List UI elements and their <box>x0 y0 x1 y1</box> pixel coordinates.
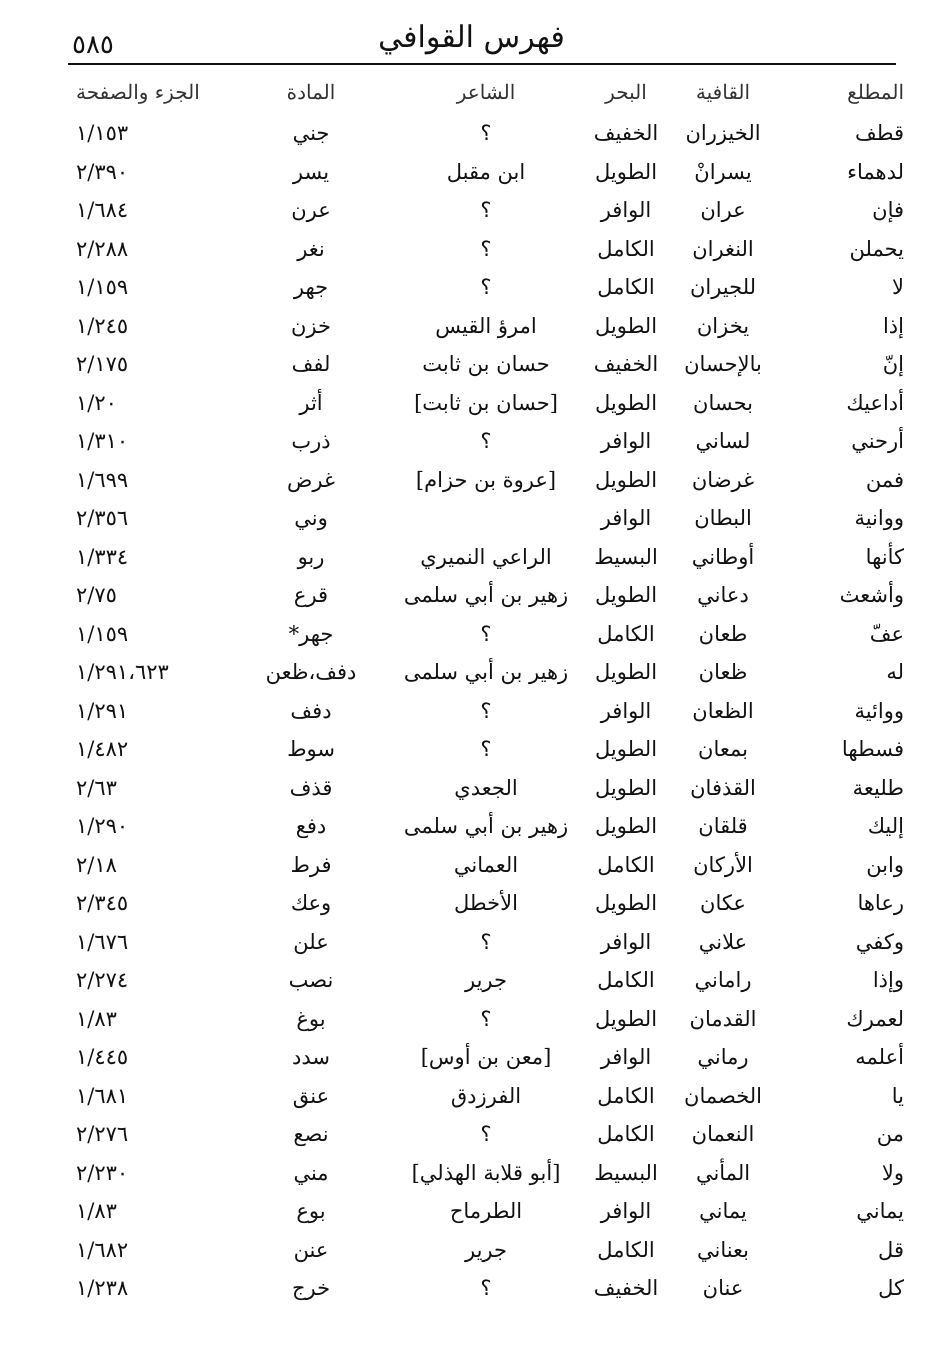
table-row <box>68 230 906 269</box>
table-row <box>68 499 906 538</box>
cell-root: سوط <box>287 737 335 762</box>
table-row <box>68 268 906 307</box>
cell-rhyme: رماني <box>697 1045 749 1070</box>
cell-ref: ٢/٣٥٦ <box>76 506 129 531</box>
cell-root: بوغ <box>296 1006 326 1031</box>
cell-opening: ولا <box>881 1160 904 1185</box>
cell-meter: الطويل <box>594 583 658 608</box>
cell-rhyme: قلقان <box>698 814 748 839</box>
cell-ref: ١/٢٠ <box>76 390 117 415</box>
cell-poet: ؟ <box>480 737 492 762</box>
cell-ref: ١/١٥٩ <box>76 621 129 646</box>
table-row <box>68 769 906 808</box>
table-row <box>68 961 906 1000</box>
cell-ref: ١/٦٨١ <box>76 1083 129 1108</box>
cell-opening: من <box>876 1122 904 1147</box>
cell-rhyme: دعاني <box>697 583 749 608</box>
cell-ref: ٢/٢٣٠ <box>76 1160 129 1185</box>
cell-meter: الكامل <box>597 621 655 646</box>
cell-meter: الطويل <box>594 891 658 916</box>
cell-root: عنق <box>292 1083 330 1108</box>
cell-root: نصب <box>288 968 334 993</box>
cell-meter: الكامل <box>597 1122 655 1147</box>
rhyme-index-table-container <box>68 70 904 1308</box>
header-meter: البحر <box>605 80 647 104</box>
table-row <box>68 191 906 230</box>
cell-poet: الطرماح <box>449 1199 523 1224</box>
cell-poet: الراعي النميري <box>420 544 552 569</box>
cell-opening: أرحني <box>851 429 904 454</box>
cell-meter: الوافر <box>600 198 652 223</box>
cell-rhyme: راماني <box>694 968 752 993</box>
cell-root: دفف،ظعن <box>265 660 357 685</box>
cell-root: جهر <box>293 275 329 300</box>
cell-ref: ٢/٣٩٠ <box>76 159 129 184</box>
table-row <box>68 1192 906 1231</box>
cell-opening: رعاها <box>857 891 904 916</box>
cell-meter: الطويل <box>594 467 658 492</box>
table-row <box>68 1038 906 1077</box>
cell-poet: امرؤ القيس <box>435 313 537 338</box>
cell-meter: الخفيف <box>593 121 659 146</box>
cell-poet: [معن بن أوس] <box>420 1045 552 1070</box>
cell-meter: الوافر <box>600 929 652 954</box>
cell-meter: الوافر <box>600 698 652 723</box>
cell-ref: ٢/٢٧٤ <box>76 968 129 993</box>
cell-root: غرض <box>287 467 335 492</box>
cell-opening: قل <box>878 1237 904 1262</box>
cell-poet: الجعدي <box>454 775 518 800</box>
cell-root: خرج <box>291 1276 331 1301</box>
table-row <box>68 422 906 461</box>
cell-poet: [عروة بن حزام] <box>415 467 557 492</box>
cell-meter: الكامل <box>597 852 655 877</box>
cell-ref: ١/٤٨٢ <box>76 737 129 762</box>
cell-root: فرط <box>290 852 332 877</box>
cell-poet: العماني <box>453 852 519 877</box>
cell-meter: الكامل <box>597 1083 655 1108</box>
cell-ref: ١/٢٣٨ <box>76 1276 129 1301</box>
table-row <box>68 576 906 615</box>
cell-opening: ووائية <box>854 698 904 723</box>
cell-opening: لدهماء <box>847 159 904 184</box>
header-row <box>68 70 906 114</box>
rhyme-index-table <box>68 70 906 1308</box>
cell-root: قرع <box>293 583 329 608</box>
cell-ref: ١/٢٤٥ <box>76 313 129 338</box>
cell-poet: زهير بن أبي سلمى <box>403 583 569 608</box>
cell-rhyme: يخزان <box>696 313 750 338</box>
cell-poet: [حسان بن ثابت] <box>414 390 558 415</box>
cell-root: لفف <box>291 352 331 377</box>
cell-ref: ١/٦٨٢ <box>76 1237 129 1262</box>
table-row <box>68 384 906 423</box>
cell-meter: الكامل <box>597 236 655 261</box>
table-row <box>68 307 906 346</box>
cell-rhyme: بمعان <box>698 737 748 762</box>
cell-opening: أداعيك <box>846 390 904 415</box>
cell-meter: الطويل <box>594 159 658 184</box>
cell-rhyme: يماني <box>699 1199 747 1224</box>
cell-poet: ؟ <box>480 121 492 146</box>
cell-ref: ٢/٢٨٨ <box>76 236 129 261</box>
cell-rhyme: غرضان <box>691 467 755 492</box>
cell-opening: له <box>886 660 904 685</box>
cell-ref: ٢/٢٧٦ <box>76 1122 129 1147</box>
cell-rhyme: الخصمان <box>684 1083 762 1108</box>
cell-rhyme: البطان <box>694 506 752 531</box>
cell-poet: جرير <box>465 968 507 993</box>
cell-rhyme: المأني <box>695 1160 751 1185</box>
cell-opening: فمن <box>865 467 904 492</box>
cell-poet: ؟ <box>480 198 492 223</box>
cell-meter: الوافر <box>600 506 652 531</box>
table-row <box>68 846 906 885</box>
table-row <box>68 1000 906 1039</box>
cell-ref: ١/٢٩٠ <box>76 814 129 839</box>
cell-opening: يحملن <box>849 236 904 261</box>
cell-ref: ٢/١٨ <box>76 852 117 877</box>
cell-rhyme: أوطاني <box>691 544 755 569</box>
cell-opening: وابن <box>866 852 904 877</box>
cell-opening: طليعة <box>852 775 904 800</box>
cell-opening: قطف <box>854 121 904 146</box>
cell-root: يسر <box>292 159 330 184</box>
table-row <box>68 1269 906 1308</box>
cell-ref: ٢/١٧٥ <box>76 352 129 377</box>
cell-opening: لعمرك <box>846 1006 904 1031</box>
cell-meter: الطويل <box>594 737 658 762</box>
cell-root: نغر <box>297 236 325 261</box>
cell-meter: الوافر <box>600 1045 652 1070</box>
cell-ref: ٢/٧٥ <box>76 583 117 608</box>
header-ref: الجزء والصفحة <box>76 80 200 104</box>
cell-ref: ١/٣١٠ <box>76 429 129 454</box>
header-rule <box>68 63 896 65</box>
cell-poet: جرير <box>465 1237 507 1262</box>
cell-root: علن <box>293 929 329 954</box>
cell-root: وعك <box>290 891 332 916</box>
cell-ref: ٢/٣٤٥ <box>76 891 129 916</box>
cell-poet: ابن مقبل <box>446 159 526 184</box>
cell-meter: الوافر <box>600 1199 652 1224</box>
cell-opening: إذا <box>882 313 904 338</box>
cell-opening: كل <box>878 1276 904 1301</box>
table-row <box>68 153 906 192</box>
table-row <box>68 653 906 692</box>
cell-ref: ١/٦٩٩ <box>76 467 129 492</box>
running-title: فهرس القوافي <box>378 20 565 55</box>
cell-poet: ؟ <box>480 621 492 646</box>
cell-rhyme: عران <box>700 198 746 223</box>
header-rhyme: القافية <box>695 80 751 104</box>
cell-ref: ١/٨٣ <box>76 1006 117 1031</box>
cell-opening: فإن <box>872 198 904 223</box>
cell-poet: الفرزدق <box>450 1083 522 1108</box>
table-row <box>68 1077 906 1116</box>
cell-root: قذف <box>289 775 333 800</box>
cell-meter: الطويل <box>594 814 658 839</box>
cell-ref: ١/٦٧٦ <box>76 929 129 954</box>
cell-root: دفع <box>295 814 327 839</box>
cell-root: خزن <box>291 313 331 338</box>
cell-root: مني <box>293 1160 329 1185</box>
cell-ref: ٢/٦٣ <box>76 775 117 800</box>
cell-rhyme: لساني <box>695 429 751 454</box>
cell-rhyme: ظعان <box>698 660 748 685</box>
cell-poet: زهير بن أبي سلمى <box>403 814 569 839</box>
cell-root: ذرب <box>291 429 331 454</box>
cell-ref: ١/٣٣٤ <box>76 544 129 569</box>
cell-meter: الكامل <box>597 275 655 300</box>
cell-meter: الطويل <box>594 660 658 685</box>
cell-opening: عفّ <box>869 621 904 646</box>
cell-ref: ١/٤٤٥ <box>76 1045 129 1070</box>
cell-poet: ؟ <box>480 698 492 723</box>
table-row <box>68 692 906 731</box>
cell-meter: الكامل <box>597 968 655 993</box>
cell-meter: الطويل <box>594 775 658 800</box>
cell-ref: ١/٨٣ <box>76 1199 117 1224</box>
table-row <box>68 461 906 500</box>
cell-root: عرن <box>291 198 331 223</box>
header-poet: الشاعر <box>456 80 516 104</box>
cell-rhyme: القذفان <box>690 775 756 800</box>
table-row <box>68 114 906 153</box>
cell-opening: ووانية <box>854 506 904 531</box>
cell-opening: وإذا <box>872 968 904 993</box>
table-row <box>68 807 906 846</box>
cell-meter: الطويل <box>594 313 658 338</box>
cell-poet: حسان بن ثابت <box>422 352 550 377</box>
page-number: ٥٨٥ <box>72 30 114 60</box>
table-row <box>68 884 906 923</box>
cell-root: جني <box>292 121 330 146</box>
cell-poet: الأخطل <box>454 891 518 916</box>
cell-poet: ؟ <box>480 275 492 300</box>
cell-ref: ١/٢٩١،٦٢٣ <box>76 660 169 685</box>
cell-meter: الخفيف <box>593 1276 659 1301</box>
cell-ref: ١/٦٨٤ <box>76 198 129 223</box>
cell-rhyme: الخيزران <box>685 121 761 146</box>
cell-ref: ١/٢٩١ <box>76 698 129 723</box>
table-row <box>68 1154 906 1193</box>
cell-rhyme: النعمان <box>691 1122 755 1147</box>
cell-rhyme: عكان <box>700 891 746 916</box>
cell-root: بوع <box>296 1199 326 1224</box>
cell-poet: ؟ <box>480 929 492 954</box>
cell-meter: الطويل <box>594 390 658 415</box>
cell-rhyme: الظعان <box>692 698 754 723</box>
header-root: المادة <box>286 80 336 104</box>
cell-root: أثر <box>299 390 323 415</box>
cell-poet <box>386 499 586 538</box>
cell-opening: لا <box>892 275 904 300</box>
cell-opening: إليك <box>867 814 904 839</box>
table-row <box>68 345 906 384</box>
cell-poet: ؟ <box>480 1276 492 1301</box>
cell-root: وني <box>294 506 328 531</box>
cell-rhyme: النغران <box>692 236 754 261</box>
cell-opening: فسطها <box>841 737 904 762</box>
cell-poet: ؟ <box>480 1006 492 1031</box>
cell-rhyme: الأركان <box>693 852 753 877</box>
cell-root: عنن <box>293 1237 329 1262</box>
cell-meter: الوافر <box>600 429 652 454</box>
cell-rhyme: طعان <box>698 621 748 646</box>
cell-opening: وكفي <box>855 929 904 954</box>
cell-rhyme: القدمان <box>689 1006 757 1031</box>
cell-meter: الخفيف <box>593 352 659 377</box>
table-row <box>68 923 906 962</box>
cell-poet: ؟ <box>480 236 492 261</box>
cell-root: دفف <box>290 698 332 723</box>
table-row <box>68 615 906 654</box>
cell-rhyme: عنان <box>702 1276 744 1301</box>
cell-root: سدد <box>292 1045 330 1070</box>
cell-rhyme: بالإحسان <box>684 352 762 377</box>
cell-ref: ١/١٥٩ <box>76 275 129 300</box>
table-header <box>68 70 906 114</box>
cell-meter: البسيط <box>594 1160 658 1185</box>
cell-rhyme: يسرانْ <box>694 159 752 184</box>
cell-root: جهر* <box>288 621 334 646</box>
cell-poet: زهير بن أبي سلمى <box>403 660 569 685</box>
cell-meter: البسيط <box>594 544 658 569</box>
cell-rhyme: للجيران <box>689 275 757 300</box>
cell-root: نصع <box>293 1122 329 1147</box>
cell-root: ربو <box>297 544 325 569</box>
cell-poet: [أبو قلابة الهذلي] <box>411 1160 561 1185</box>
cell-opening: إنّ <box>882 352 904 377</box>
cell-rhyme: بعناني <box>696 1237 750 1262</box>
table-body <box>68 114 906 1308</box>
cell-poet: ؟ <box>480 429 492 454</box>
table-row <box>68 538 906 577</box>
cell-opening: وأشعث <box>839 583 904 608</box>
cell-ref: ١/١٥٣ <box>76 121 129 146</box>
cell-rhyme: علاني <box>698 929 748 954</box>
cell-meter: الطويل <box>594 1006 658 1031</box>
cell-opening: أعلمه <box>855 1045 904 1070</box>
header-opening: المطلع <box>847 80 904 104</box>
cell-opening: يماني <box>856 1199 904 1224</box>
table-row <box>68 730 906 769</box>
cell-opening: كأنها <box>865 544 904 569</box>
cell-opening: يا <box>891 1083 904 1108</box>
table-row <box>68 1115 906 1154</box>
cell-rhyme: بحسان <box>693 390 753 415</box>
cell-meter: الكامل <box>597 1237 655 1262</box>
table-row <box>68 1231 906 1270</box>
cell-poet: ؟ <box>480 1122 492 1147</box>
